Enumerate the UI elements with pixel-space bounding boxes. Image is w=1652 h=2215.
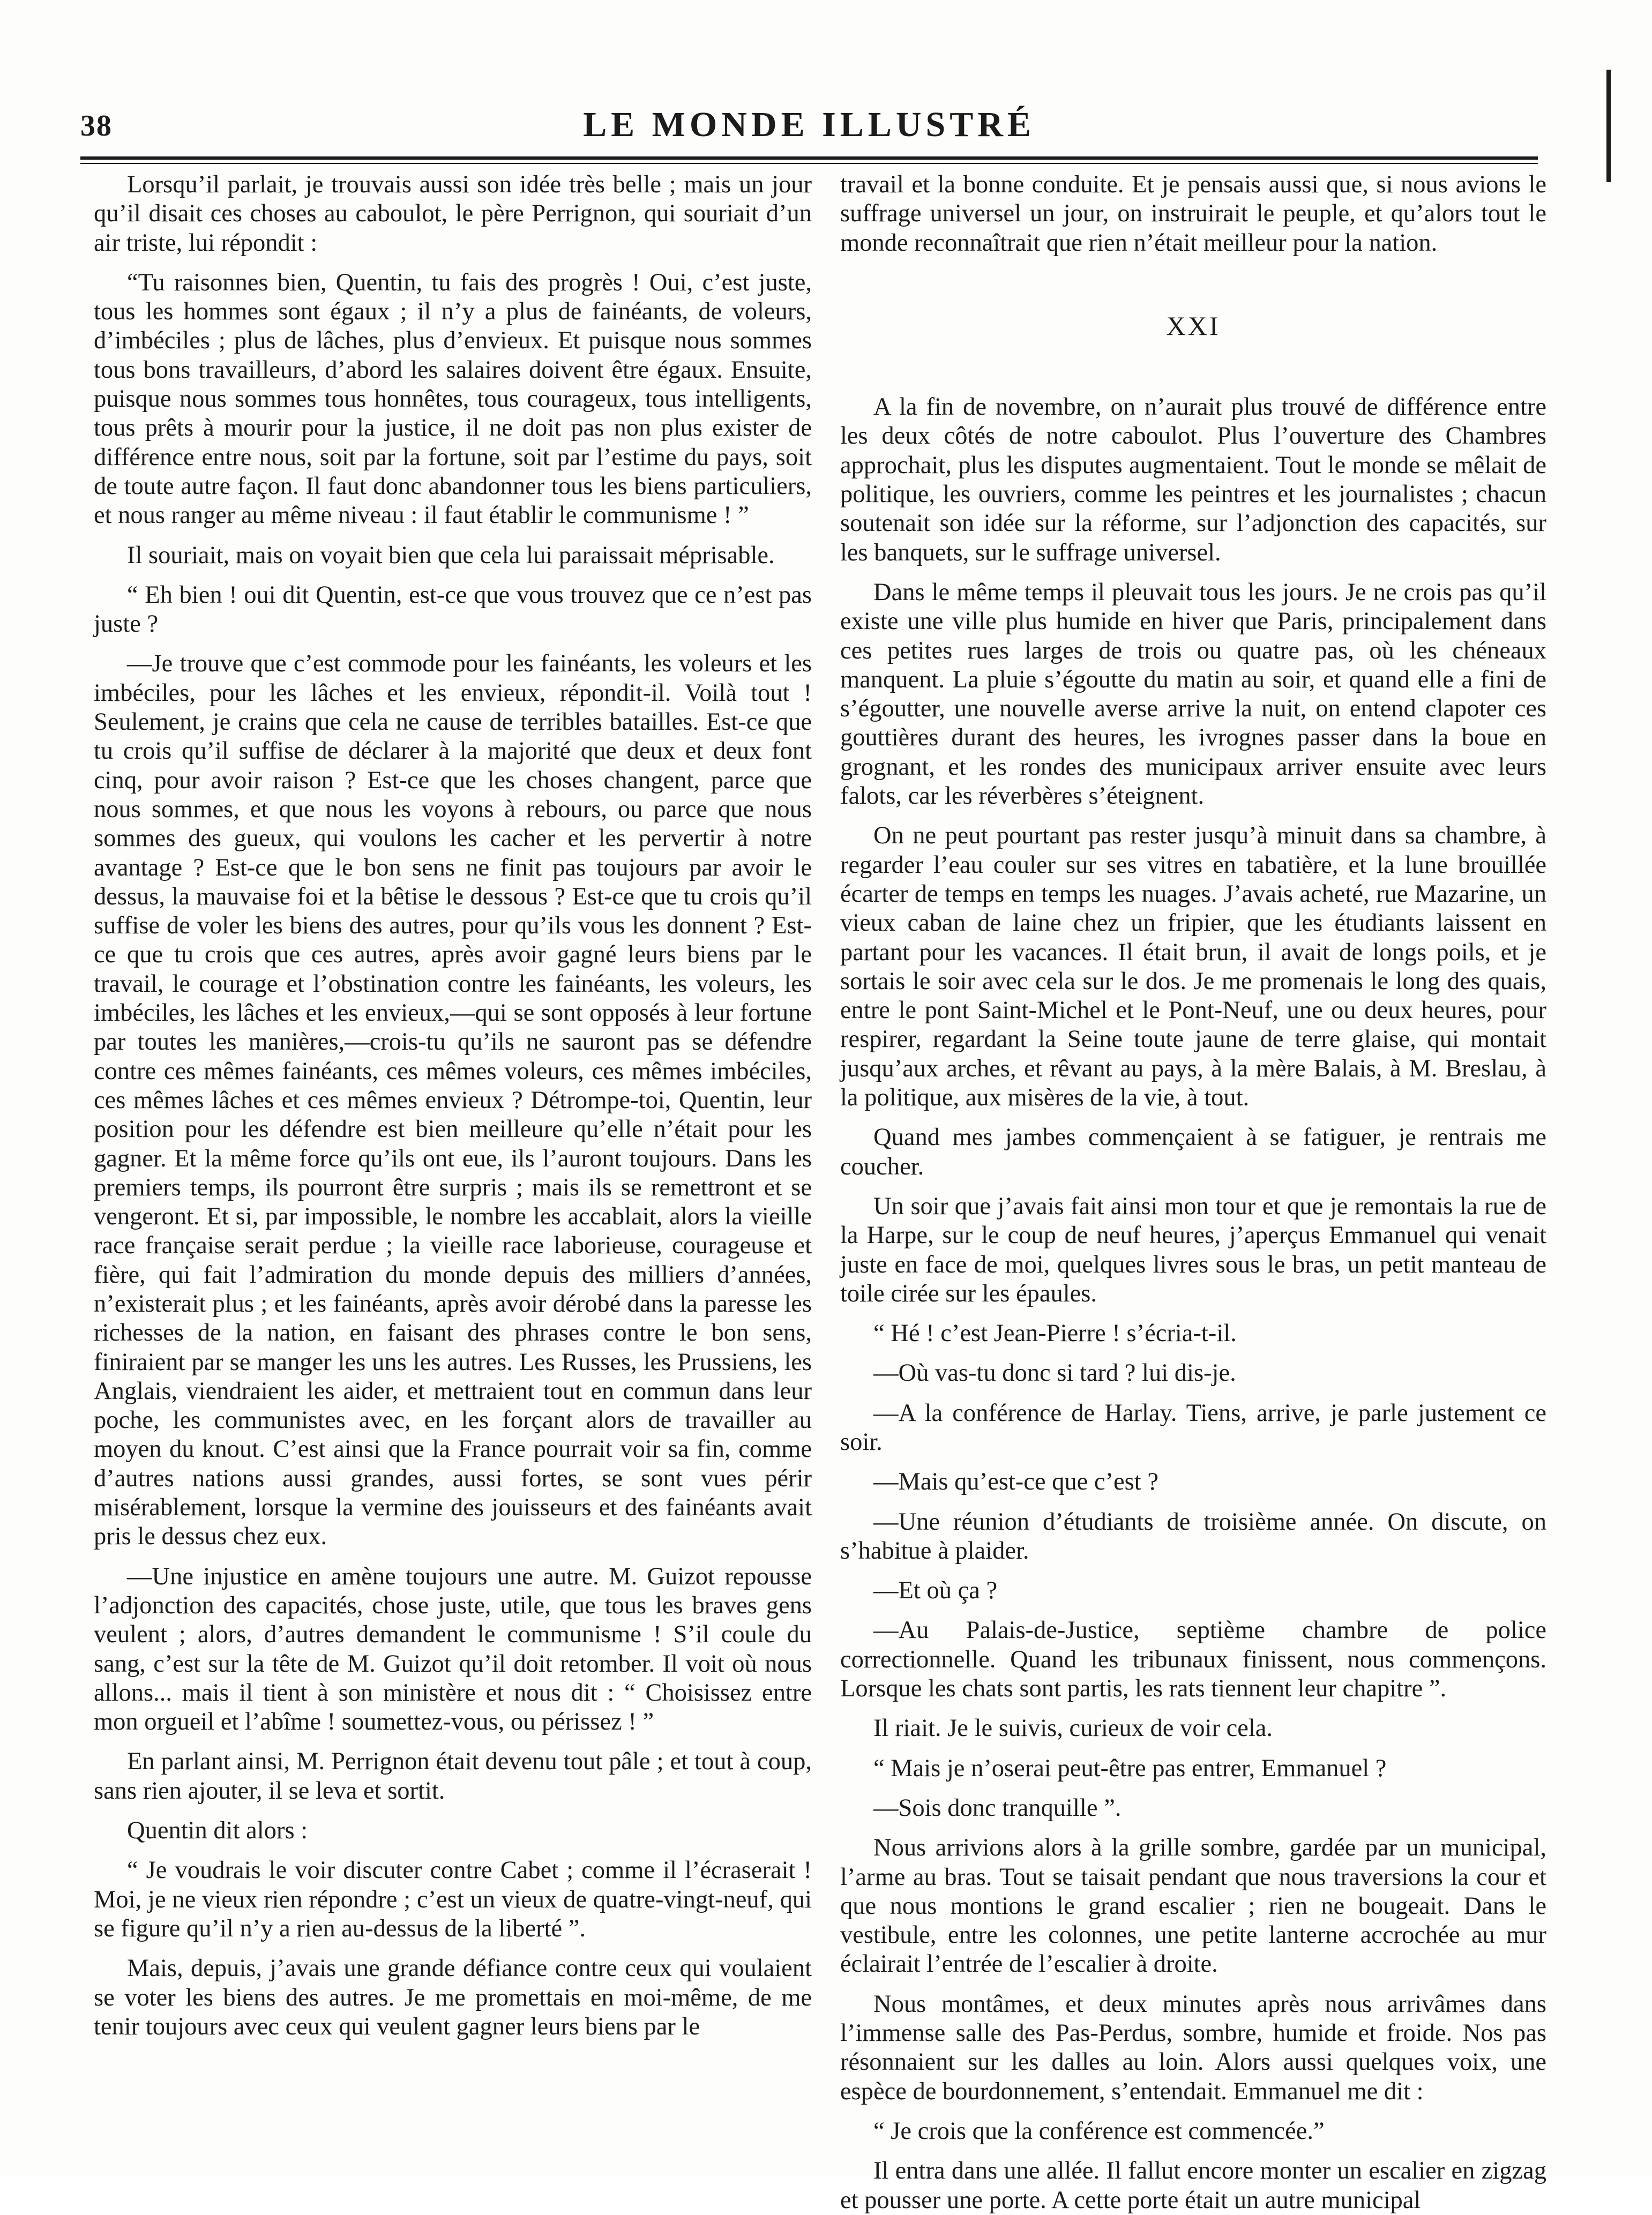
header-rule-thick [80,156,1538,160]
margin-edge-mark [1606,70,1611,182]
paragraph: —Mais qu’est-ce que c’est ? [873,1468,1158,1496]
chapter-heading: XXI [1166,310,1221,341]
header-rule-thin [80,163,1538,164]
paragraph: On ne peut pourtant pas rester jusqu’à minuit dans sa chambre, à regarder l’eau couler sur ses vitres en tabatière, et la lune brouillée écarter de temps en temps les nuages. J’avais acheté, rue Mazarine, un vieux caban de laine chez un fripier, que les étudiants laissent en partant pour les vacances. Il était brun, il avait de longs poils, et je sortais le soir avec cela sur le dos. Je me promenais le long des quais, entre le pont Saint-Michel et le Pont-Neuf, une ou deux heures, pour respirer, regardant la Seine toute jaune de terre glaise, qui montait jusqu’aux arches, et rêvant au pays, à la mère Balais, à M. Breslau, à la politique, aux misères de la vie, à tout. [840,822,1546,1112]
paragraph: Quand mes jambes commençaient à se fatiguer, je rentrais me coucher. [840,1124,1546,1180]
paragraph: Dans le même temps il pleuvait tous les jours. Je ne crois pas qu’il existe une ville plus humide en hiver que Paris, principalement dans ces petites rues larges de trois ou quatre pas, où les chéneaux manquent. La pluie s’égoutte du matin au soir, et quand elle a fini de s’égoutter, une nouvelle averse arrive la nuit, on entend clapoter ces gouttières durant des heures, les ivrognes passer dans la boue en grognant, et les rondes des municipaux arriver ensuite avec leurs falots, car les réverbères s’éteignent. [840,578,1546,810]
page-number: 38 [80,109,113,143]
paragraph: —Une réunion d’étudiants de troisième année. On discute, on s’habitue à plaider. [840,1508,1546,1565]
masthead-title: LE MONDE ILLUSTRÉ [583,105,1035,144]
left-column [94,170,812,2121]
continuation-paragraph: travail et la bonne conduite. Et je pensais aussi que, si nous avions le suffrage universel un jour, on instruirait le peuple, et qu’alors tout le monde reconnaîtrait que rien n’était meilleur pour la nation. [840,171,1546,257]
paragraph: —Où vas-tu donc si tard ? lui dis-je. [873,1359,1236,1387]
page-header [80,104,1538,153]
paragraph: “ Hé ! c’est Jean-Pierre ! s’écria-t-il. [873,1320,1237,1348]
paragraph: —Au Palais-de-Justice, septième chambre de police correctionnelle. Quand les tribunaux finissent, nous commençons. Lorsque les chats sont partis, les rats tiennent leur chapitre ”. [840,1617,1546,1703]
paragraph: —Une injustice en amène toujours une autre. M. Guizot repousse l’adjonction des capacités, chose juste, utile, que tous les braves gens veulent ; alors, d’autres demandent le communisme ! S’il coule du sang, c’est sur la tête de M. Guizot qu’il doit retomber. Il voit où nous allons... mais il tient à son ministère et nous dit : “ Choisissez entre mon orgueil et l’abîme ! soumettez-vous, ou périssez ! ” [94,1562,812,1736]
paragraph: “ Je voudrais le voir discuter contre Cabet ; comme il l’écraserait ! Moi, je ne vieux rien répondre ; c’est un vieux de quatre-vingt-neuf, qui se figure qu’il n’y a rien au-dessus de la liberté ”. [94,1857,812,1942]
paragraph: —Sois donc tranquille ”. [873,1794,1122,1822]
paragraph: Quentin dit alors : [127,1817,308,1845]
paragraph: —Et où ça ? [873,1577,998,1605]
paragraph: Nous montâmes, et deux minutes après nous arrivâmes dans l’immense salle des Pas-Perdus, sombre, humide et froide. Nos pas résonnaient sur les dalles au loin. Alors aussi quelques voix, une espèce de bourdonnement, s’entendait. Emmanuel me dit : [840,1990,1546,2105]
paragraph: Il souriait, mais on voyait bien que cela lui paraissait méprisable. [127,541,775,569]
paragraph: “ Je crois que la conférence est commencée.” [873,2117,1325,2145]
paragraph: Lorsqu’il parlait, je trouvais aussi son idée très belle ; mais un jour qu’il disait ces choses au caboulot, le père Perrignon, qui souriait d’un air triste, lui répondit : [94,171,812,257]
right-column [840,170,1546,2214]
paragraph: “ Eh bien ! oui dit Quentin, est-ce que vous trouvez que ce n’est pas juste ? [94,581,812,638]
paragraph: A la fin de novembre, on n’aurait plus trouvé de différence entre les deux côtés de notre caboulot. Plus l’ouverture des Chambres approchait, plus les disputes augmentaient. Tout le monde se mêlait de politique, les ouvriers, comme les peintres et les journalistes ; chacun soutenait son idée sur la réforme, sur l’adjonction des capacités, sur les banquets, sur le suffrage universel. [840,393,1546,566]
paragraph: Mais, depuis, j’avais une grande défiance contre ceux qui voulaient se voter les biens des autres. Je me promettais en moi-même, de me tenir toujours avec ceux qui veulent gagner leurs biens par le [94,1955,812,2040]
paragraph: Il riait. Je le suivis, curieux de voir cela. [873,1715,1273,1742]
paragraph: Un soir que j’avais fait ainsi mon tour et que je remontais la rue de la Harpe, sur le coup de neuf heures, j’aperçus Emmanuel qui venait juste en face de moi, quelques livres sous le bras, un petit manteau de toile cirée sur les épaules. [840,1192,1546,1307]
paragraph: Nous arrivions alors à la grille sombre, gardée par un municipal, l’arme au bras. Tout se taisait pendant que nous traversions la cour et que nous montions le grand escalier ; rien ne bougeait. Dans le vestibule, entre les colonnes, une petite lanterne accrochée au mur éclairait l’entrée de l’escalier à droite. [840,1834,1546,1978]
paragraph: —Je trouve que c’est commode pour les fainéants, les voleurs et les imbéciles, pour les lâches et les envieux, répondit-il. Voilà tout ! Seulement, je crains que cela ne cause de terribles batailles. Est-ce que tu crois qu’il suffise de déclarer à la majorité que deux et deux font cinq, pour avoir raison ? Est-ce que les choses changent, parce que nous sommes, et que nous les voyons à rebours, ou parce que nous sommes des gueux, qui voulons les cacher et les pervertir à notre avantage ? Est-ce que le bon sens ne finit pas toujours par avoir le dessus, la mauvaise foi et la bêtise le dessous ? Est-ce que tu crois qu’il suffise de voler les biens des autres, pour qu’ils vous les donnent ? Est-ce que tu crois que ces autres, après avoir gagné leurs biens par le travail, le courage et l’obstination contre les fainéants, les voleurs, les imbéciles, les lâches et les envieux,—qui se sont opposés à leur fortune par toutes les manières,—crois-tu qu’ils ne sauront pas se défendre contre ces mêmes fainéants, ces mêmes voleurs, ces mêmes imbéciles, ces mêmes lâches et ces mêmes envieux ? Détrompe-toi, Quentin, leur position pour les défendre est bien meilleure qu’elle n’était pour les gagner. Et la même force qu’ils ont eue, ils l’auront toujours. Dans les premiers temps, ils pourront être surpris ; mais ils se remettront et se vengeront. Et si, par impossible, le nombre les accablait, alors la vieille race française serait perdue ; la vieille race laborieuse, courageuse et fière, qui fait l’admiration du monde depuis des milliers d’années, n’existerait plus ; et les fainéants, après avoir dérobé dans la paresse les richesses de la nation, en faisant des phrases contre le bon sens, finiraient par se manger les uns les autres. Les Russes, les Prussiens, les Anglais, viendraient les aider, et mettraient tout en commun dans leur poche, les communistes avec, en les forçant alors de travailler au moyen du knout. C’est ainsi que la France pourrait voir sa fin, comme d’autres nations aussi grandes, aussi fortes, se sont vues périr misérablement, lorsque la vermine des jouisseurs et des fainéants avait pris le dessus chez eux. [94,650,812,1551]
paragraph: “Tu raisonnes bien, Quentin, tu fais des progrès ! Oui, c’est juste, tous les hommes sont égaux ; il n’y a plus de fainéants, de voleurs, d’imbéciles ; plus de lâches, plus d’envieux. Et puisque nous sommes tous bons travailleurs, d’abord les salaires doivent être égaux. Ensuite, puisque nous sommes tous honnêtes, tous courageux, tous intelligents, tous prêts à mourir pour la justice, il ne doit pas non plus exister de différence entre nous, soit par la fortune, soit par l’estime du pays, soit de toute autre façon. Il faut donc abandonner tous les biens particuliers, et nous ranger au même niveau : il faut établir le communisme ! ” [94,268,812,529]
paragraph: Il entra dans une allée. Il fallut encore monter un escalier en zigzag et pousser une porte. A cette porte était un autre municipal [840,2157,1546,2214]
paragraph: En parlant ainsi, M. Perrignon était devenu tout pâle ; et tout à coup, sans rien ajouter, il se leva et sortit. [94,1748,812,1805]
paragraph: —A la conférence de Harlay. Tiens, arrive, je parle justement ce soir. [840,1399,1546,1456]
paragraph: “ Mais je n’oserai peut-être pas entrer, Emmanuel ? [873,1754,1387,1782]
